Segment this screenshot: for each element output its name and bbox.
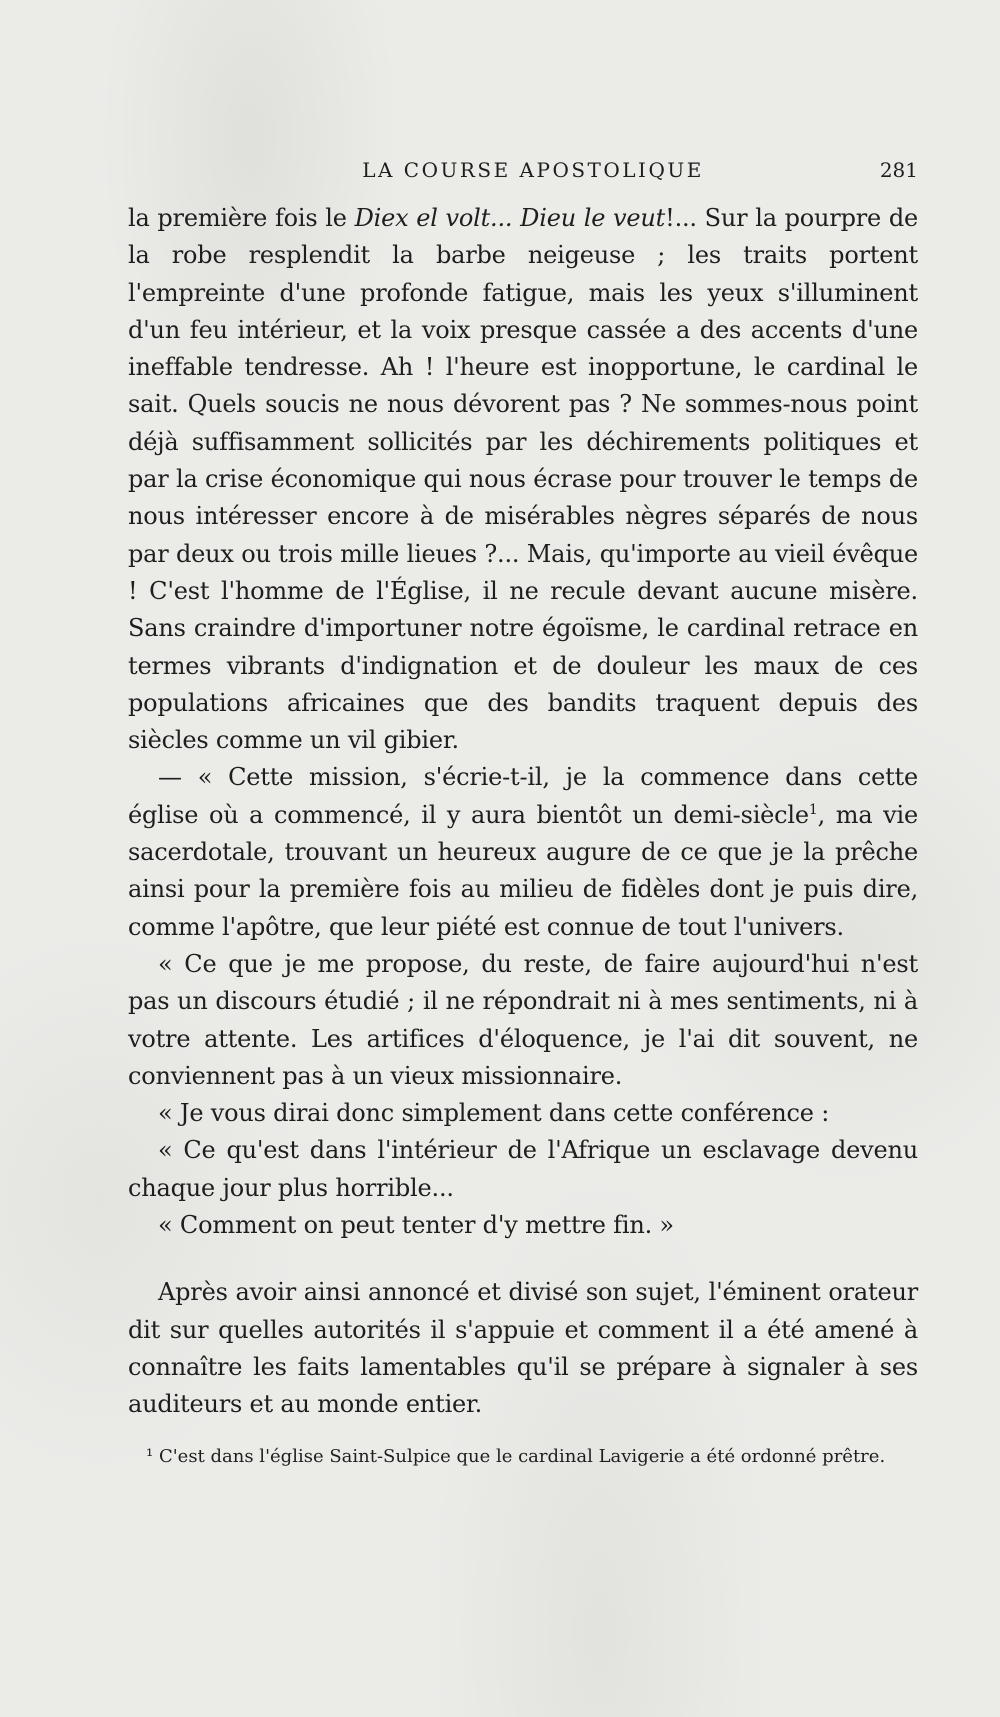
running-title: LA COURSE APOSTOLIQUE	[362, 158, 704, 182]
footnote-reference: 1	[808, 801, 818, 818]
page-number: 281	[879, 158, 918, 182]
paragraph-2-start: — « Cette mission, s'écrie-t-il, je la commence dans cette église où a commencé, il y aura bientôt un demi-siècle	[128, 763, 918, 829]
page-header	[128, 158, 918, 188]
paragraph-5: « Ce qu'est dans l'intérieur de l'Afrique un esclavage devenu chaque jour plus horrible...	[128, 1136, 918, 1202]
modern-french-cry: Dieu le veut	[520, 204, 666, 232]
paragraph-6: « Comment on peut tenter d'y mettre fin. »	[158, 1211, 674, 1240]
paragraph-4: « Je vous dirai donc simplement dans cette conférence :	[158, 1099, 830, 1128]
body-text	[128, 200, 918, 1424]
old-french-cry: Diex el volt...	[354, 204, 513, 232]
footnote-text: C'est dans l'église Saint-Sulpice que le cardinal Lavigerie a été ordonné prêtre.	[153, 1446, 886, 1467]
paragraph-1-start: la première fois le	[128, 204, 355, 232]
paragraph-2	[128, 759, 918, 945]
paragraph-3: « Ce que je me propose, du reste, de faire aujourd'hui n'est pas un discours étudié ; il ne répondrait ni à mes sentiments, ni à votre attente. Les artifices d'éloquence, je l'ai dit souvent, ne conviennent pas à un vieux missionnaire.	[128, 949, 918, 1090]
paragraph-2-rest: , ma vie sacerdotale, trouvant un heureux augure de ce que je la prêche ainsi pour la première fois au milieu de fidèles dont je puis dire, comme l'apôtre, que leur piété est connue de tout l'univers.	[128, 800, 918, 941]
footnote-mark: ¹	[146, 1446, 154, 1467]
paragraph-7: Après avoir ainsi annoncé et divisé son sujet, l'éminent orateur dit sur quelles autorités il s'appuie et comment il a été amené à connaître les faits lamentables qu'il se prépare à signaler à ses auditeurs et au monde entier.	[128, 1278, 918, 1419]
paragraph-1	[128, 200, 918, 759]
footnote	[128, 1440, 918, 1473]
paragraph-1-rest: !... Sur la pourpre de la robe resplendit la barbe neigeuse ; les traits portent l'empreinte d'une profonde fatigue, mais les yeux s'illuminent d'un feu intérieur, et la voix presque cassée a des accents d'une ineffable tendresse. Ah ! l'heure est inopportune, le cardinal le sait. Quels soucis ne nous dévorent pas ? Ne sommes-nous point déjà suffisamment sollicités par les déchirements politiques et par la crise économique qui nous écrase pour trouver le temps de nous intéresser encore à de misérables nègres séparés de nous par deux ou trois mille lieues ?... Mais, qu'importe au vieil évêque ! C'est l'homme de l'Église, il ne recule devant aucune misère. Sans craindre d'importuner notre égoïsme, le cardinal retrace en termes vibrants d'indignation et de douleur les maux de ces populations africaines que des bandits traquent depuis des siècles comme un vil gibier.	[128, 204, 918, 755]
